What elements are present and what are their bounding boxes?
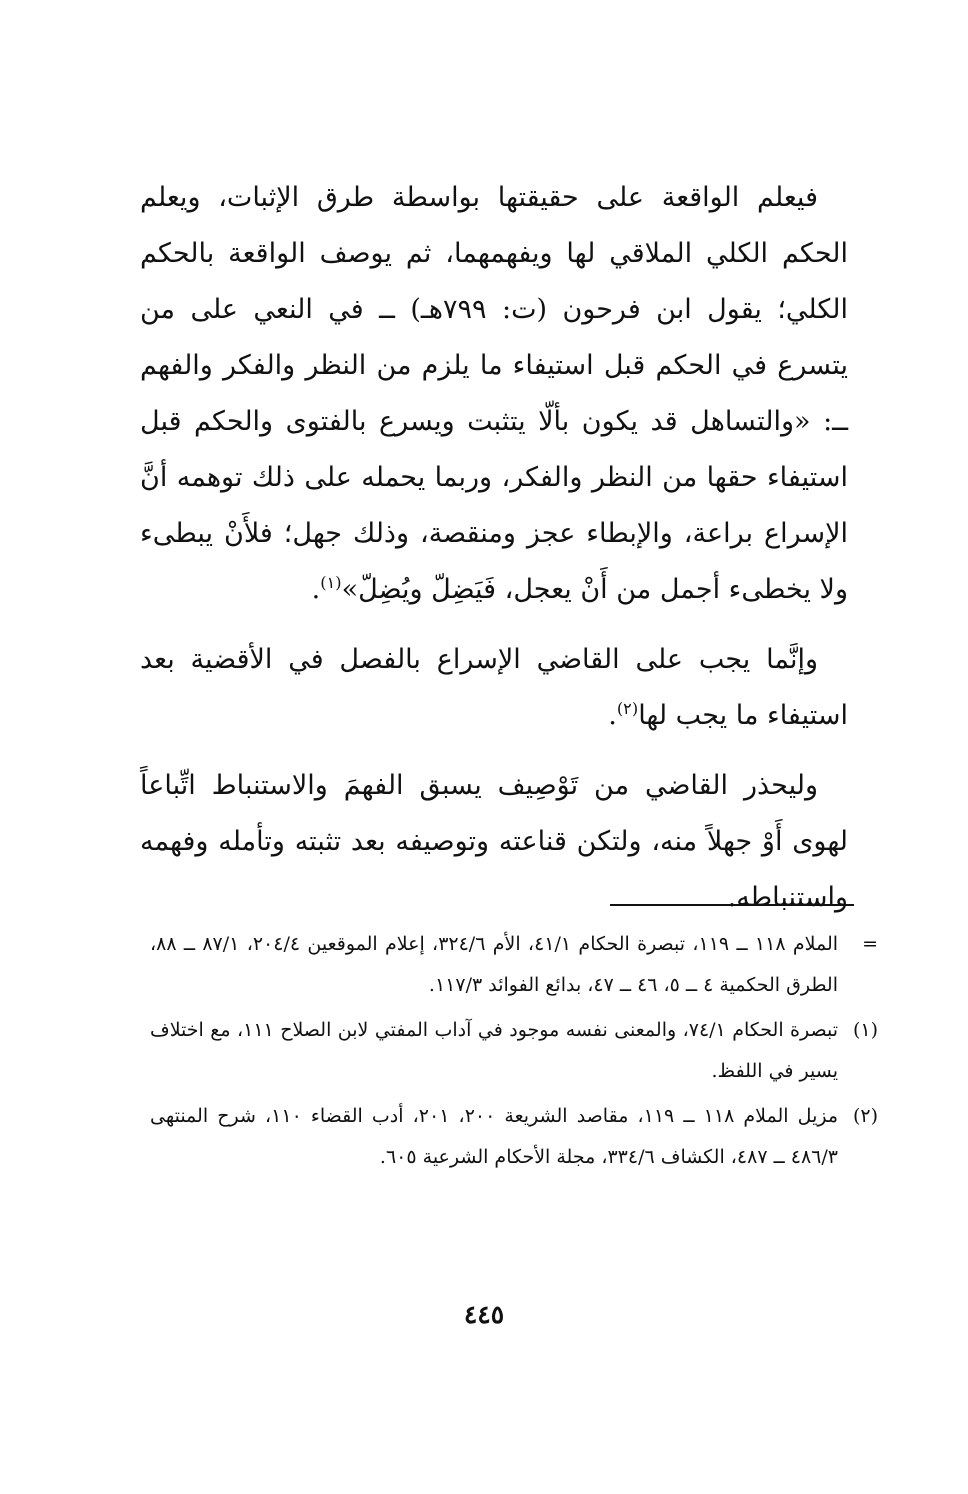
paragraph-2	[140, 632, 848, 744]
main-text	[140, 170, 848, 926]
paragraph-1-text: فيعلم الواقعة على حقيقتها بواسطة طرق الإثبات، ويعلم الحكم الكلي الملاقي لها ويفهمهما، ثم يوصف الواقعة بالحكم الكلي؛ يقول ابن فرحون (ت: ٧٩٩هـ) ــ في النعي على من يتسرع في الحكم قبل استيفاء ما يلزم من النظر والفكر والفهم ــ: «والتساهل قد يكون بألّا يتثبت ويسرع بالفتوى والحكم قبل استيفاء حقها من النظر والفكر، وربما يحمله على ذلك توهمه أنَّ الإسراع براعة، والإبطاء عجز ومنقصة، وذلك جهل؛ فلأَنْ يبطىء ولا يخطىء أجمل من أَنْ يعجل، فَيَضِلّ ويُضِلّ»	[140, 182, 848, 605]
footnote-text: مزيل الملام ١١٨ ــ ١١٩، مقاصد الشريعة ٢٠٠، ٢٠١، أدب القضاء ١١٠، شرح المنتهى ٤٨٦/٣ ــ ٤٨٧، الكشاف ٣٣٤/٦، مجلة الأحكام الشرعية ٦٠٥.	[150, 1105, 839, 1168]
footnote-2	[150, 1096, 878, 1178]
paragraph-3-text: وليحذر القاضي من تَوْصِيف يسبق الفهمَ والاستنباط اتِّباعاً لهوى أَوْ جهلاً منه، ولتكن قناعته وتوصيفه بعد تثبته وتأمله وفهمه واستنباطه.	[140, 770, 848, 913]
footnote-1	[150, 1010, 878, 1092]
footnote-separator	[610, 904, 854, 906]
paragraph-1	[140, 170, 848, 618]
footnote-marker: =	[862, 933, 878, 955]
footnotes	[150, 924, 878, 1178]
paragraph-2-text: وإنَّما يجب على القاضي الإسراع بالفصل في الأقضية بعد استيفاء ما يجب لها	[140, 644, 848, 731]
footnote-continued	[150, 924, 878, 1006]
page-number: ٤٤٥	[463, 1300, 505, 1329]
footnote-text: الملام ١١٨ ــ ١١٩، تبصرة الحكام ٤١/١، الأم ٣٢٤/٦، إعلام الموقعين ٢٠٤/٤، ٨٧/١ ــ ٨٨، الطرق الحكمية ٤ ــ ٥، ٤٦ ــ ٤٧، بدائع الفوائد ١١٧/٣.	[150, 933, 839, 996]
paragraph-2-tail: .	[608, 700, 617, 731]
paragraph-1-tail: .	[311, 574, 321, 605]
footnote-ref-1: (١)	[320, 573, 342, 592]
footnote-marker: (٢)	[852, 1105, 878, 1127]
footnote-ref-2: (٢)	[616, 699, 639, 718]
paragraph-3	[140, 758, 848, 926]
footnote-text: تبصرة الحكام ٧٤/١، والمعنى نفسه موجود في آداب المفتي لابن الصلاح ١١١، مع اختلاف يسير في اللفظ.	[150, 1019, 838, 1082]
footnote-marker: (١)	[852, 1019, 878, 1041]
